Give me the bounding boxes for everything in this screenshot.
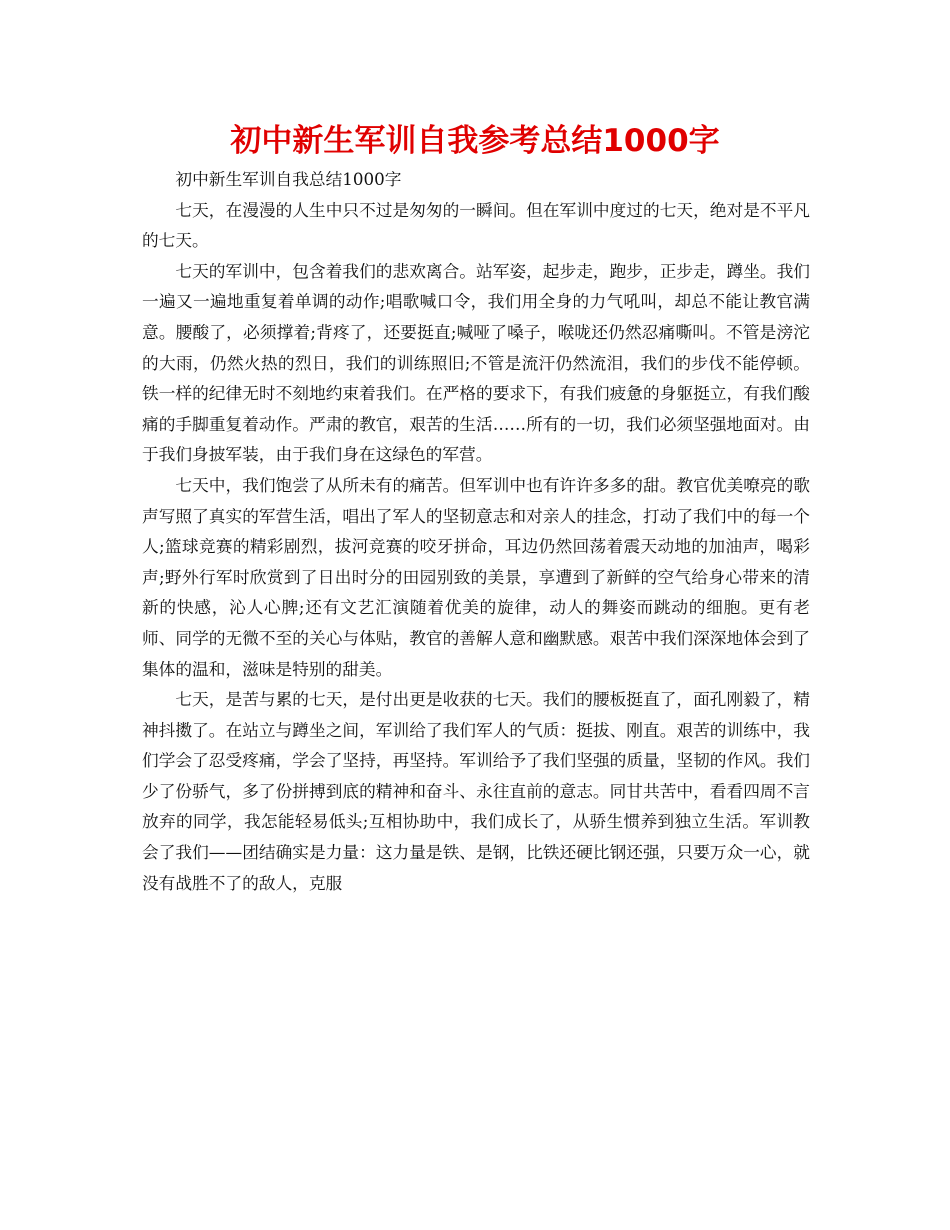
paragraph-3: 七天中，我们饱尝了从所未有的痛苦。但军训中也有许许多多的甜。教官优美嘹亮的歌声写照了真实的军营生活，唱出了军人的坚韧意志和对亲人的挂念，打动了我们中的每一个人;篮球竞赛的精彩剧烈，拔河竞赛的咬牙拼命，耳边仍然回荡着震天动地的加油声，喝彩声;野外行军时欣赏到了日出时分的田园别致的美景，享遭到了新鲜的空气给身心带来的清新的快感，沁人心脾;还有文艺汇演随着优美的旋律，动人的舞姿而跳动的细胞。更有老师、同学的无微不至的关心与体贴，教官的善解人意和幽默感。艰苦中我们深深地体会到了集体的温和，滋味是特别的甜美。 <box>142 474 810 679</box>
document-title: 初中新生军训自我参考总结1000字 <box>230 123 720 159</box>
document-body <box>142 164 810 898</box>
paragraph-2: 七天的军训中，包含着我们的悲欢离合。站军姿，起步走，跑步，正步走，蹲坐。我们一遍又一遍地重复着单调的动作;唱歌喊口令，我们用全身的力气吼叫，却总不能让教官满意。腰酸了，必须撑着;背疼了，还要挺直;喊哑了嗓子，喉咙还仍然忍痛嘶叫。不管是滂沱的大雨，仍然火热的烈日，我们的训练照旧;不管是流汗仍然流泪，我们的步伐不能停顿。铁一样的纪律无时不刻地约束着我们。在严格的要求下，有我们疲惫的身躯挺立，有我们酸痛的手脚重复着动作。严肃的教官，艰苦的生活……所有的一切，我们必须坚强地面对。由于我们身披军装，由于我们身在这绿色的军营。 <box>142 260 810 465</box>
paragraph-4: 七天，是苦与累的七天，是付出更是收获的七天。我们的腰板挺直了，面孔刚毅了，精神抖擞了。在站立与蹲坐之间，军训给了我们军人的气质：挺拔、刚直。艰苦的训练中，我们学会了忍受疼痛，学会了坚持，再坚持。军训给予了我们坚强的质量，坚韧的作风。我们少了份骄气，多了份拼搏到底的精神和奋斗、永往直前的意志。同甘共苦中，看看四周不言放弃的同学，我怎能轻易低头;互相协助中，我们成长了，从骄生惯养到独立生活。军训教会了我们——团结确实是力量：这力量是铁、是钢，比铁还硬比钢还强，只要万众一心，就没有战胜不了的敌人，克服 <box>142 689 810 893</box>
paragraph-1: 七天，在漫漫的人生中只不过是匆匆的一瞬间。但在军训中度过的七天，绝对是不平凡的七天。 <box>142 199 810 251</box>
document-subtitle: 初中新生军训自我总结1000字 <box>175 169 402 189</box>
